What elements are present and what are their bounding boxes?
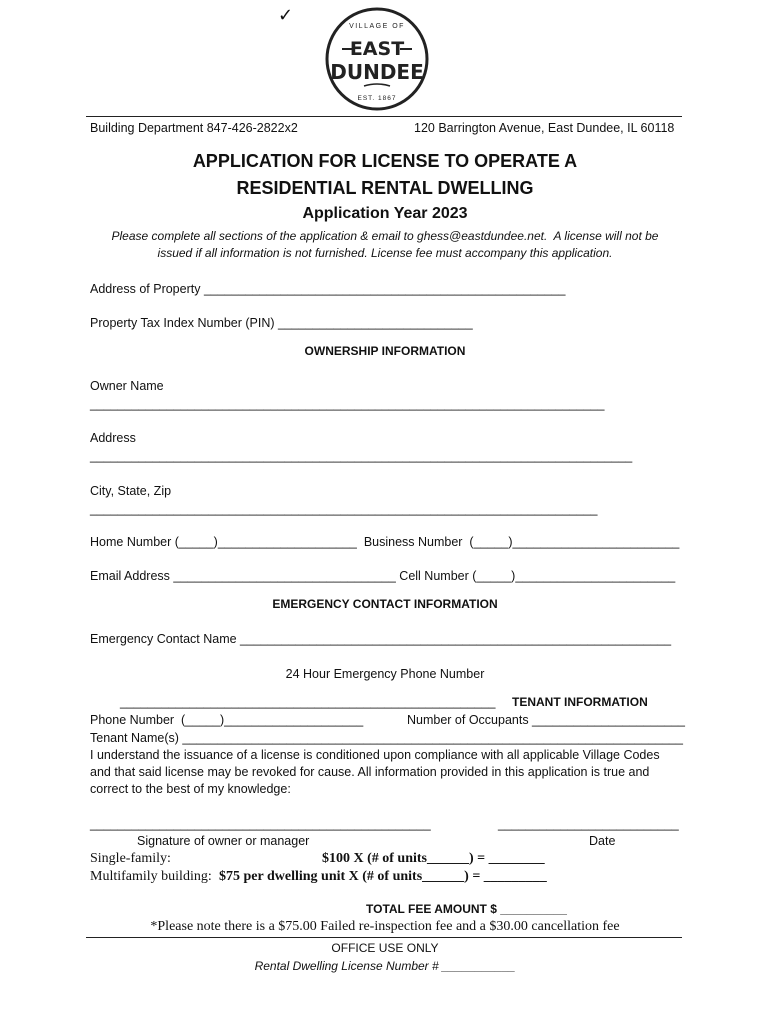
logo-line1: EAST bbox=[349, 38, 405, 60]
home-business-number-fields[interactable]: Home Number (_____)____________________ Business Number (_____)________________________ bbox=[90, 535, 680, 549]
license-number-field: Rental Dwelling License Number # ___________ bbox=[254, 959, 516, 973]
check-mark: ✓ bbox=[278, 5, 294, 25]
header-department: Building Department 847-426-2822x2 bbox=[90, 121, 298, 135]
emergency-heading: EMERGENCY CONTACT INFORMATION bbox=[272, 597, 498, 611]
total-fee-field[interactable]: TOTAL FEE AMOUNT $ __________ bbox=[366, 902, 567, 916]
address-of-property-field[interactable]: Address of Property ____________________________________________________ bbox=[90, 282, 566, 296]
title-line2: RESIDENTIAL RENTAL DWELLING bbox=[236, 178, 534, 198]
logo-top-text: VILLAGE OF bbox=[349, 23, 405, 30]
logo-line2: DUNDEE bbox=[330, 60, 424, 84]
village-logo bbox=[324, 6, 430, 112]
tenant-names-field[interactable]: Tenant Name(s) ________________________________________________________________________ bbox=[90, 731, 683, 745]
owner-name-label: Owner Name bbox=[90, 379, 164, 393]
office-rule bbox=[86, 937, 682, 938]
multifamily-fee-field[interactable]: $75 per dwelling unit X (# of units______) = _________ bbox=[219, 869, 547, 884]
ownership-heading: OWNERSHIP INFORMATION bbox=[304, 344, 466, 358]
single-family-fee-field[interactable]: $100 X (# of units______) = ________ bbox=[322, 851, 545, 866]
signature-field[interactable]: _________________________________________________ bbox=[90, 817, 431, 831]
address-label: Address bbox=[90, 431, 136, 445]
signature-label: Signature of owner or manager bbox=[137, 834, 310, 848]
header-address: 120 Barrington Avenue, East Dundee, IL 60118 bbox=[414, 121, 675, 135]
instructions-line2: issued if all information is not furnished. License fee must accompany this application. bbox=[157, 246, 613, 260]
fee-note: *Please note there is a $75.00 Failed re-inspection fee and a $30.00 cancellation fee bbox=[150, 919, 620, 934]
emergency-phone-label: 24 Hour Emergency Phone Number bbox=[285, 667, 485, 681]
instructions-line1: Please complete all sections of the application & email to ghess@eastdundee.net. A license will not be bbox=[111, 229, 659, 243]
tenant-phone-field[interactable]: Phone Number (_____)____________________ bbox=[90, 713, 364, 727]
multifamily-label: Multifamily building: bbox=[90, 869, 212, 884]
occupants-field[interactable]: Number of Occupants ______________________ bbox=[407, 713, 685, 727]
single-family-label: Single-family: bbox=[90, 851, 171, 866]
date-label: Date bbox=[589, 834, 616, 848]
statement-line2: and that said license may be revoked for cause. All information provided in this application is true and bbox=[90, 765, 650, 779]
emergency-contact-name-field[interactable]: Emergency Contact Name ______________________________________________________________ bbox=[90, 632, 672, 646]
title-line1: APPLICATION FOR LICENSE TO OPERATE A bbox=[192, 151, 578, 171]
logo-bottom-text: EST. 1867 bbox=[357, 95, 397, 102]
application-year: Application Year 2023 bbox=[302, 205, 468, 222]
office-use-heading: OFFICE USE ONLY bbox=[331, 941, 439, 955]
tenant-heading: TENANT INFORMATION bbox=[512, 695, 648, 709]
owner-name-field[interactable]: __________________________________________________________________________ bbox=[90, 397, 605, 411]
statement-line3: correct to the best of my knowledge: bbox=[90, 782, 291, 796]
city-state-zip-label: City, State, Zip bbox=[90, 484, 172, 498]
city-state-zip-field[interactable]: _________________________________________________________________________ bbox=[90, 502, 598, 516]
address-field[interactable]: ______________________________________________________________________________ bbox=[90, 449, 633, 463]
date-field[interactable]: __________________________ bbox=[498, 817, 679, 831]
email-cell-fields[interactable]: Email Address ________________________________ Cell Number (_____)_______________________ bbox=[90, 569, 676, 583]
emergency-phone-field[interactable]: ______________________________________________________ bbox=[120, 695, 496, 709]
header-rule bbox=[86, 116, 682, 117]
pin-field[interactable]: Property Tax Index Number (PIN) ____________________________ bbox=[90, 316, 473, 330]
statement-line1: I understand the issuance of a license is conditioned upon compliance with all applicable Village Codes bbox=[90, 748, 660, 762]
